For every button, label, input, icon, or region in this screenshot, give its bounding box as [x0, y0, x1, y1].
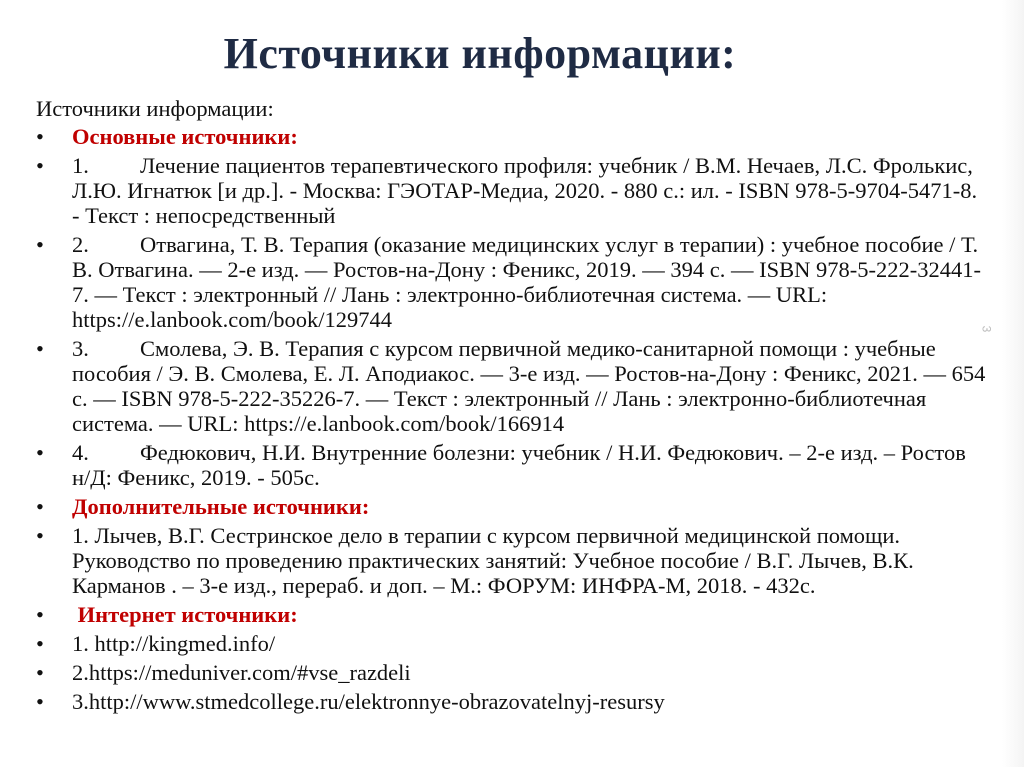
bullet-icon: • — [36, 631, 44, 656]
item-number: 3. — [72, 336, 89, 361]
extra-sources-heading: Дополнительные источники: — [72, 494, 370, 519]
bullet-icon: • — [36, 153, 44, 178]
list-item — [36, 494, 986, 519]
page-number: 3 — [979, 325, 994, 333]
item-number: 2. — [72, 232, 89, 257]
list-item — [36, 124, 986, 149]
slide-edge-shadow — [1002, 0, 1024, 767]
item-text: 1. Лычев, В.Г. Сестринское дело в терапии с курсом первичной медицинской помощи. Руководство по проведению практических занятий: Учебное пособие / В.Г. Лычев, В.К. Карманов . – 3-е изд., перераб. и доп. – М.: ФОРУМ: ИНФРА-М, 2018. - 432с. — [72, 523, 914, 598]
link-text: 1. http://kingmed.info/ — [72, 631, 276, 656]
item-text: Отвагина, Т. В. Терапия (оказание медицинских услуг в терапии) : учебное пособие / Т. В. Отвагина. — 2-е изд. — Ростов-на-Дону : Феникс, 2019. — 394 с. — ISBN 978-5-222-32441-7. — Текст : электронный // Лань : электронно-библиотечная система. — URL: https://e.lanbook.com/book/129744 — [72, 232, 982, 332]
link-text: 3.http://www.stmedcollege.ru/elektronnye-obrazovatelnyj-resursy — [72, 689, 665, 714]
list-item — [36, 602, 986, 627]
slide-title: Источники информации: — [223, 29, 737, 78]
bullet-icon: • — [36, 232, 44, 257]
list-item — [36, 336, 986, 436]
list-item — [36, 232, 986, 332]
bullet-icon: • — [36, 602, 44, 627]
bullet-icon: • — [36, 689, 44, 714]
link-text: 2.https://meduniver.com/#vse_razdeli — [72, 660, 411, 685]
bullet-icon: • — [36, 523, 44, 548]
list-item — [36, 440, 986, 490]
item-number: 4. — [72, 440, 89, 465]
sources-list — [36, 124, 986, 714]
bullet-icon: • — [36, 124, 44, 149]
bullet-icon: • — [36, 336, 44, 361]
list-item — [36, 660, 986, 685]
list-item — [36, 689, 986, 714]
main-sources-heading: Основные источники: — [72, 124, 298, 149]
bullet-icon: • — [36, 494, 44, 519]
list-item — [36, 631, 986, 656]
bullet-icon: • — [36, 660, 44, 685]
item-text: Федюкович, Н.И. Внутренние болезни: учебник / Н.И. Федюкович. – 2-е изд. – Ростов н/Д: Феникс, 2019. - 505с. — [72, 440, 966, 490]
item-number: 1. — [72, 153, 89, 178]
item-text: Лечение пациентов терапевтического профиля: учебник / В.М. Нечаев, Л.С. Фролькис, Л.Ю. Игнатюк [и др.]. - Москва: ГЭОТАР-Медиа, 2020. - 880 с.: ил. - ISBN 978-5-9704-5471-8. - Текст : непосредственный — [72, 153, 978, 228]
intro-line: Источники информации: — [36, 96, 274, 121]
item-text: Смолева, Э. В. Терапия с курсом первичной медико-санитарной помощи : учебные пособия / Э. В. Смолева, Е. Л. Аподиакос. — 3-е изд. — Ростов-на-Дону : Феникс, 2021. — 654 с. — ISBN 978-5-222-35226-7. — Текст : электронный // Лань : электронно-библиотечная система. — URL: https://e.lanbook.com/book/166914 — [72, 336, 986, 436]
internet-sources-heading: Интернет источники: — [72, 602, 298, 627]
list-item — [36, 153, 986, 228]
list-item — [36, 523, 986, 598]
slide-content — [36, 96, 986, 718]
bullet-icon: • — [36, 440, 44, 465]
